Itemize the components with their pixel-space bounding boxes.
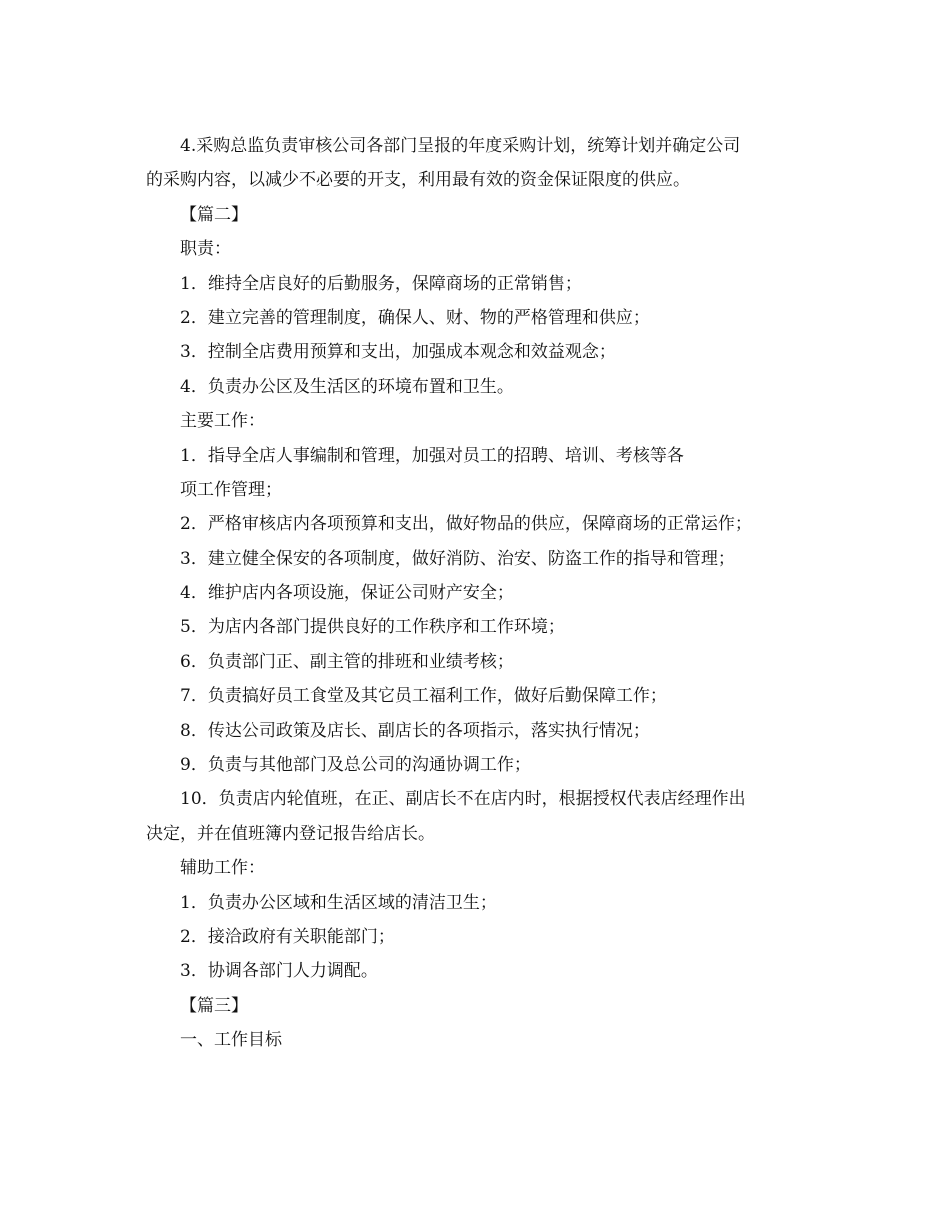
main-work-item-8: 8．传达公司政策及店长、副店长的各项指示，落实执行情况； xyxy=(180,720,650,741)
main-work-item-5: 5．为店内各部门提供良好的工作秩序和工作环境； xyxy=(180,617,565,638)
aux-work-item-3: 3．协调各部门人力调配。 xyxy=(180,961,378,982)
document-body xyxy=(146,129,810,1058)
duty-item-1: 1．维持全店良好的后勤服务，保障商场的正常销售； xyxy=(180,273,582,294)
duties-heading: 职责： xyxy=(180,239,231,260)
duty-item-3: 3．控制全店费用预算和支出，加强成本观念和效益观念； xyxy=(180,342,616,363)
section-2-heading: 【篇二】 xyxy=(180,204,248,225)
main-work-item-10-line-1: 10．负责店内轮值班，在正、副店长不在店内时，根据授权代表店经理作出 xyxy=(180,789,746,810)
paragraph-4-line-1: 4.采购总监负责审核公司各部门呈报的年度采购计划，统筹计划并确定公司 xyxy=(180,136,741,156)
main-work-heading: 主要工作： xyxy=(180,411,265,432)
aux-work-item-1: 1．负责办公区域和生活区域的清洁卫生； xyxy=(180,892,497,913)
work-goal-heading: 一、工作目标 xyxy=(180,1030,282,1051)
duty-item-2: 2．建立完善的管理制度，确保人、财、物的严格管理和供应； xyxy=(180,307,650,328)
section-3-heading: 【篇三】 xyxy=(180,995,248,1016)
main-work-item-2: 2．严格审核店内各项预算和支出，做好物品的供应，保障商场的正常运作； xyxy=(180,514,752,535)
main-work-item-1-line-1: 1．指导全店人事编制和管理，加强对员工的招聘、培训、考核等各 xyxy=(180,445,684,466)
aux-work-heading: 辅助工作： xyxy=(180,858,265,879)
paragraph-4-line-2: 的采购内容，以减少不必要的开支，利用最有效的资金保证限度的供应。 xyxy=(146,170,690,191)
main-work-item-3: 3．建立健全保安的各项制度，做好消防、治安、防盗工作的指导和管理； xyxy=(180,548,735,569)
main-work-item-9: 9．负责与其他部门及总公司的沟通协调工作； xyxy=(180,755,531,776)
main-work-item-10-line-2: 决定，并在值班簿内登记报告给店长。 xyxy=(146,823,435,844)
main-work-item-7: 7．负责搞好员工食堂及其它员工福利工作，做好后勤保障工作； xyxy=(180,686,667,707)
duty-item-4: 4．负责办公区及生活区的环境布置和卫生。 xyxy=(180,376,514,397)
main-work-item-6: 6．负责部门正、副主管的排班和业绩考核； xyxy=(180,651,514,672)
main-work-item-4: 4．维护店内各项设施，保证公司财产安全； xyxy=(180,583,514,604)
aux-work-item-2: 2．接洽政府有关职能部门； xyxy=(180,926,395,947)
main-work-item-1-line-2: 项工作管理； xyxy=(180,479,282,500)
